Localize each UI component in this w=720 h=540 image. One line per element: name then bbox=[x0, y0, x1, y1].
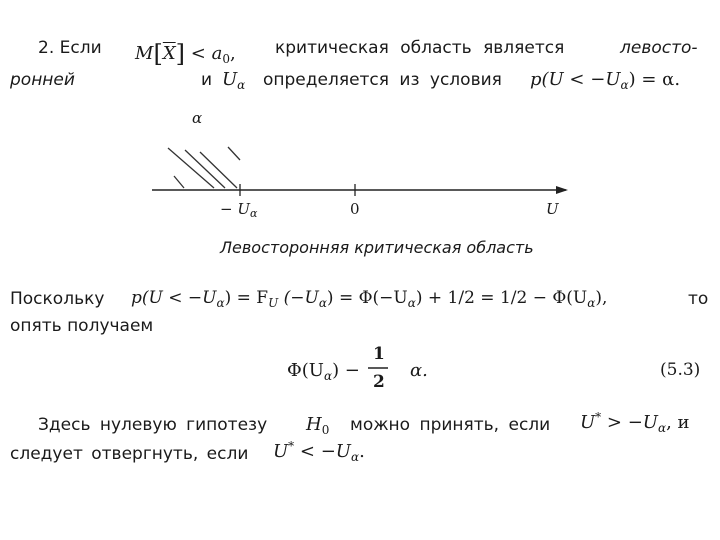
expr-a: p(U < −U bbox=[131, 288, 217, 308]
expr-c-sub: α bbox=[318, 296, 327, 310]
x-bar: $\overline{X}$ bbox=[162, 43, 176, 64]
phi-right: ) − bbox=[332, 360, 360, 381]
u-star-2: U bbox=[273, 441, 289, 462]
para3-line2: следует отвергнуть, если bbox=[10, 444, 249, 464]
neg-u-sub: α bbox=[249, 207, 258, 220]
equation-number: (5.3) bbox=[660, 360, 701, 380]
left-sided-1: левосто- bbox=[620, 38, 698, 58]
u-symbol: U bbox=[222, 69, 238, 90]
then-word: то bbox=[688, 289, 709, 309]
final-dot: . bbox=[359, 441, 365, 462]
para3-line1: Здесь нулевую гипотезу bbox=[38, 415, 268, 435]
para2-line2: опять получаем bbox=[10, 316, 154, 336]
item-number: 2. bbox=[38, 38, 55, 58]
neg-u-prefix: − U bbox=[220, 200, 250, 218]
a-sub: 0 bbox=[222, 52, 230, 66]
expr-e-sub: α bbox=[587, 296, 596, 310]
cond-right: ) = α. bbox=[628, 69, 681, 90]
h-symbol: H bbox=[306, 414, 322, 435]
phi-left: Φ(U bbox=[287, 360, 324, 381]
h-sub: 0 bbox=[321, 423, 330, 437]
star: * bbox=[595, 410, 602, 424]
lt-neg-u: < −U bbox=[299, 441, 351, 462]
a-symbol: a bbox=[211, 43, 223, 64]
para1-text-2: определяется из условия bbox=[263, 70, 502, 90]
para3-line1b: можно принять, если bbox=[350, 415, 551, 435]
figure-caption: Левосторонняя критическая область bbox=[220, 238, 534, 257]
comma: , bbox=[229, 43, 236, 64]
expr-e: ) + 1/2 = 1/2 − Φ(U bbox=[415, 288, 588, 308]
expr-b: ) = F bbox=[224, 288, 269, 308]
and-tail: , и bbox=[666, 412, 690, 433]
cond-left: p(U < −U bbox=[530, 69, 621, 90]
fraction-denominator: 2 bbox=[373, 372, 385, 392]
alpha-sub: α bbox=[237, 78, 246, 92]
gt-alpha-sub: α bbox=[657, 421, 667, 435]
expr-f: ), bbox=[595, 288, 608, 308]
para1-text-1: критическая область является bbox=[275, 38, 565, 58]
star-2: * bbox=[288, 439, 295, 453]
f-sub: U bbox=[268, 296, 279, 310]
cond-alpha-sub: α bbox=[620, 78, 629, 92]
lt-alpha-sub: α bbox=[350, 450, 360, 464]
u-star-gt bbox=[580, 410, 690, 435]
if-word: Если bbox=[59, 38, 102, 58]
fraction-numerator: 1 bbox=[373, 344, 385, 364]
expr-c: (−U bbox=[283, 288, 319, 308]
less-than: < bbox=[190, 43, 206, 64]
and-word: и bbox=[201, 70, 213, 90]
expr-d: ) = Φ(−U bbox=[326, 288, 408, 308]
u-axis-label: U bbox=[546, 200, 559, 218]
u-star: U bbox=[580, 412, 596, 433]
phi-alpha-sub: α bbox=[323, 369, 333, 383]
h0-symbol bbox=[306, 414, 330, 437]
u-star-lt bbox=[273, 439, 365, 464]
mean-symbol: M bbox=[135, 43, 154, 64]
zero-label: 0 bbox=[350, 200, 360, 218]
gt-neg-u: > −U bbox=[606, 412, 658, 433]
left-sided-2: ронней bbox=[10, 70, 75, 90]
alpha-label: α bbox=[192, 109, 203, 127]
mean-condition: $M[\overline{X}] < a_0$, bbox=[135, 40, 236, 68]
expr-a-sub: α bbox=[216, 296, 225, 310]
equation-rhs: α. bbox=[410, 360, 428, 381]
expr-d-sub: α bbox=[407, 296, 416, 310]
since-word: Поскольку bbox=[10, 289, 105, 309]
